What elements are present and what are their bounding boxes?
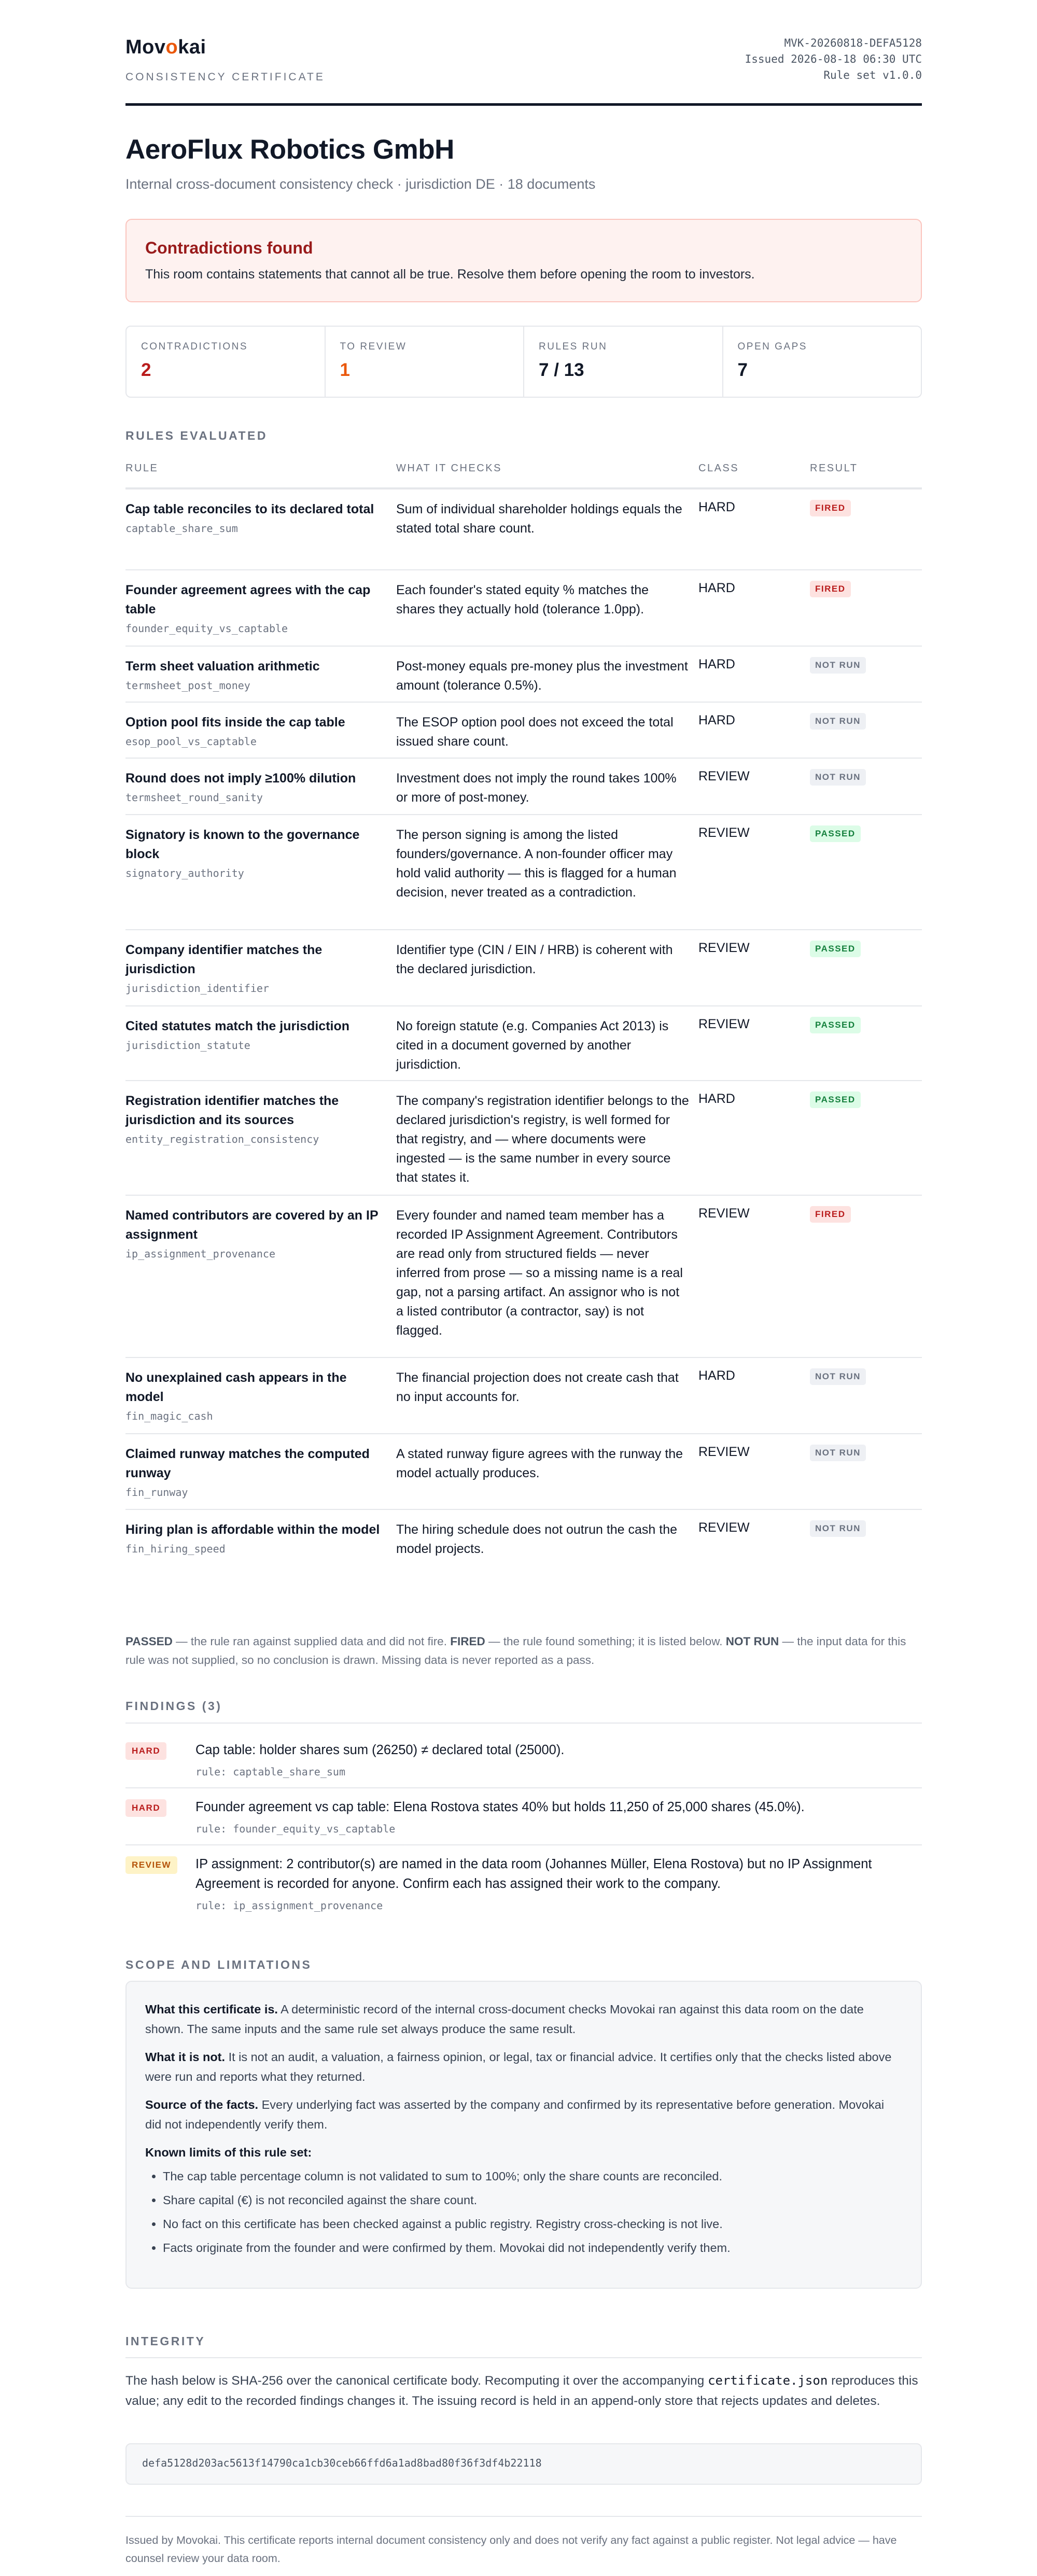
rule-row	[125, 702, 922, 749]
rule-row	[125, 569, 922, 635]
rule-result	[810, 581, 851, 597]
rule-class: HARD	[698, 500, 735, 514]
stat-label: RULES RUN	[539, 341, 608, 352]
rule-name: Cap table reconciles to its declared total	[125, 502, 374, 516]
rule-id: esop_pool_vs_captable	[125, 735, 257, 748]
rule-name: Hiring plan is affordable within the model	[125, 1522, 380, 1537]
certificate-header	[125, 0, 922, 106]
rule-class: HARD	[698, 657, 735, 671]
scope-box	[125, 1981, 922, 2289]
rule-description: Identifier type (CIN / EIN / HRB) is coherent with the declared jurisdiction.	[396, 943, 673, 976]
result-badge: PASSED	[810, 1091, 861, 1108]
rule-cell	[125, 825, 385, 879]
rule-description: A stated runway figure agrees with the runway the model actually produces.	[396, 1447, 683, 1480]
rule-description: No foreign statute (e.g. Companies Act 2013) is cited in a document governed by another jurisdiction.	[396, 1019, 669, 1072]
result-badge: PASSED	[810, 1017, 861, 1033]
scope-text: A deterministic record of the internal cross-document checks Movokai ran against this data room on the date shown. The same inputs and the same rule set always produce the same result.	[145, 2003, 864, 2036]
legend-passed-text: — the rule ran against supplied data and did not fire.	[172, 1635, 451, 1648]
scope-text: Every underlying fact was asserted by the company and confirmed by its representative before generation. Movokai did not independently verify them.	[145, 2098, 885, 2131]
brand-subtitle: CONSISTENCY CERTIFICATE	[125, 71, 325, 83]
stat-value: 2	[141, 360, 151, 380]
result-badge: FIRED	[810, 500, 851, 516]
rule-id: termsheet_round_sanity	[125, 791, 263, 804]
rule-name: Claimed runway matches the computed runway	[125, 1447, 370, 1480]
scope-what-is	[145, 1999, 902, 2039]
legend-fired-label: FIRED	[450, 1635, 485, 1648]
rule-class: REVIEW	[698, 1017, 750, 1031]
result-badge: NOT RUN	[810, 657, 866, 674]
rule-row	[125, 646, 922, 693]
brand-logo-part: Mov	[125, 36, 166, 58]
rule-class: REVIEW	[698, 1520, 750, 1535]
rule-result	[810, 1368, 866, 1385]
footer-divider	[125, 2516, 922, 2517]
result-badge: NOT RUN	[810, 713, 866, 730]
legend-fired-text: — the rule found something; it is listed below.	[485, 1635, 726, 1648]
finding-divider	[125, 1844, 922, 1845]
result-badge: PASSED	[810, 941, 861, 957]
scope-limits-list	[163, 2164, 902, 2260]
rule-name: Signatory is known to the governance block	[125, 828, 360, 861]
rule-result	[810, 1017, 861, 1033]
legend-notrun-text: — the input data for this rule was not supplied, so no conclusion is drawn. Missing data is never reported as a pass.	[125, 1635, 906, 1667]
rule-id: jurisdiction_statute	[125, 1039, 250, 1052]
rule-class: REVIEW	[698, 1206, 750, 1221]
rule-class: HARD	[698, 713, 735, 727]
limit-item: • Facts originate from the founder and were confirmed by them. Movokai did not independently verify them.	[163, 2236, 902, 2260]
rule-row	[125, 1433, 922, 1499]
col-header-rule: RULE	[125, 463, 159, 474]
stat-value: 1	[340, 360, 350, 380]
legend-notrun-label: NOT RUN	[725, 1635, 779, 1648]
rule-cell	[125, 713, 385, 748]
rule-result	[810, 1520, 866, 1537]
rule-name: Company identifier matches the jurisdiction	[125, 943, 323, 976]
rule-class: REVIEW	[698, 769, 750, 783]
rule-cell	[125, 500, 385, 535]
scope-label: What it is not.	[145, 2050, 226, 2064]
scope-what-is-not	[145, 2047, 902, 2087]
col-header-class: CLASS	[698, 463, 739, 474]
limit-item: • No fact on this certificate has been checked against a public registry. Registry cross-checking is not live.	[163, 2212, 902, 2236]
rule-description: Every founder and named team member has a recorded IP Assignment Agreement. Contributors are read only from structured fields — never inferred from prose — so a missing name is a real gap, not a parsing artifact. An assignor who is not a listed contributor (a contractor, say) is not flagged.	[396, 1208, 683, 1338]
rule-cell	[125, 581, 385, 635]
finding-badge-hard: HARD	[125, 1799, 166, 1817]
rule-result	[810, 769, 866, 786]
rule-result	[810, 1091, 861, 1108]
company-subtitle: Internal cross-document consistency check · jurisdiction DE · 18 documents	[125, 176, 596, 192]
rule-row	[125, 1357, 922, 1422]
limit-item: • Share capital (€) is not reconciled against the share count.	[163, 2188, 902, 2212]
certificate-file-name: certificate.json	[708, 2373, 828, 2388]
certificate-meta	[745, 35, 922, 83]
result-badge: PASSED	[810, 825, 861, 842]
integrity-section-title: INTEGRITY	[125, 2334, 206, 2348]
rule-description: Investment does not imply the round takes 100% or more of post-money.	[396, 771, 677, 805]
scope-text: It is not an audit, a valuation, a fairness opinion, or legal, tax or financial advice. It certifies only that the checks listed above were run and reports what they returned.	[145, 2050, 892, 2083]
finding-badge-review: REVIEW	[125, 1856, 177, 1874]
rule-cell	[125, 769, 385, 804]
rule-cell	[125, 657, 385, 692]
finding-body	[195, 1854, 921, 1915]
rule-cell	[125, 1445, 385, 1499]
company-title: AeroFlux Robotics GmbH	[125, 134, 454, 165]
alert-body: This room contains statements that cannot all be true. Resolve them before opening the room to investors.	[145, 267, 755, 282]
finding-rule: rule: ip_assignment_provenance	[195, 1899, 383, 1912]
summary-stats	[125, 326, 922, 398]
rule-id: signatory_authority	[125, 867, 244, 879]
brand-logo-accent: o	[165, 36, 178, 58]
rule-result	[810, 657, 866, 674]
result-badge: FIRED	[810, 1206, 851, 1223]
rule-description: Post-money equals pre-money plus the investment amount (tolerance 0.5%).	[396, 659, 688, 693]
rule-description: The ESOP option pool does not exceed the total issued share count.	[396, 715, 674, 749]
col-header-what: WHAT IT CHECKS	[396, 463, 502, 474]
rule-class: REVIEW	[698, 825, 750, 840]
stat-contradictions	[127, 327, 326, 397]
rule-cell	[125, 941, 385, 995]
rules-section-title: RULES EVALUATED	[125, 429, 268, 442]
rule-description: The hiring schedule does not outrun the cash the model projects.	[396, 1522, 678, 1556]
rule-row	[125, 929, 922, 995]
rule-id: fin_hiring_speed	[125, 1543, 226, 1555]
legend-passed-label: PASSED	[125, 1635, 173, 1648]
rule-name: Cited statutes match the jurisdiction	[125, 1019, 350, 1033]
rule-name: Registration identifier matches the jurisdiction and its sources	[125, 1094, 339, 1127]
rule-description: The financial projection does not create cash that no input accounts for.	[396, 1370, 679, 1404]
hash-value: defa5128d203ac5613f14790ca1cb30ceb66ffd6a1ad8bad80f36f3df4b22118	[125, 2443, 922, 2485]
certificate-id: MVK-20260818-DEFA5128	[784, 37, 922, 49]
rule-description: Each founder's stated equity % matches the shares they actually hold (tolerance 1.0pp).	[396, 583, 649, 617]
alert-title: Contradictions found	[145, 239, 313, 257]
scope-source	[145, 2095, 902, 2134]
brand-logo-part: kai	[178, 36, 206, 58]
ruleset-version: Rule set v1.0.0	[823, 69, 922, 81]
rule-cell	[125, 1520, 385, 1555]
finding-text: IP assignment: 2 contributor(s) are named in the data room (Johannes Müller, Elena Rostova) but no IP Assignment Agreement is recorded for anyone. Confirm each has assigned their work to the company.	[195, 1857, 872, 1891]
rule-result	[810, 941, 861, 957]
stat-label: OPEN GAPS	[737, 341, 807, 352]
rule-row	[125, 1509, 922, 1556]
brand-logo	[125, 36, 206, 59]
rule-cell	[125, 1091, 385, 1145]
rule-cell	[125, 1206, 385, 1260]
stat-rules-run	[524, 327, 723, 397]
result-badge: NOT RUN	[810, 1368, 866, 1385]
rule-description: The company's registration identifier belongs to the declared jurisdiction's registry, is well formed for that registry, and — where documents were ingested — is the same number in every source that states it.	[396, 1094, 689, 1185]
rule-row	[125, 1195, 922, 1338]
rule-id: fin_runway	[125, 1486, 188, 1499]
finding-badge-hard: HARD	[125, 1742, 166, 1760]
rule-id: jurisdiction_identifier	[125, 982, 269, 995]
stat-label: CONTRADICTIONS	[141, 341, 248, 352]
integrity-divider	[125, 2357, 922, 2358]
finding-text: Cap table: holder shares sum (26250) ≠ declared total (25000).	[195, 1743, 565, 1757]
scope-limits-heading	[145, 2143, 902, 2162]
stat-value: 7	[737, 360, 748, 380]
findings-divider	[125, 1723, 922, 1724]
rule-id: fin_magic_cash	[125, 1410, 213, 1422]
rule-id: founder_equity_vs_captable	[125, 622, 288, 635]
rule-cell	[125, 1368, 385, 1422]
rule-id: entity_registration_consistency	[125, 1133, 319, 1145]
result-badge: FIRED	[810, 581, 851, 597]
rule-name: Round does not imply ≥100% dilution	[125, 771, 356, 786]
finding-body	[195, 1740, 921, 1782]
rule-class: REVIEW	[698, 941, 750, 955]
col-header-result: RESULT	[810, 463, 858, 474]
rule-result	[810, 825, 861, 842]
contradictions-alert	[125, 219, 922, 302]
rule-id: termsheet_post_money	[125, 679, 250, 692]
issued-date: Issued 2026-08-18 06:30 UTC	[745, 53, 922, 65]
rule-result	[810, 1206, 851, 1223]
rule-row	[125, 814, 922, 900]
rule-row	[125, 758, 922, 805]
finding-text: Founder agreement vs cap table: Elena Rostova states 40% but holds 11,250 of 25,000 shares (45.0%).	[195, 1800, 805, 1814]
rule-class: REVIEW	[698, 1445, 750, 1459]
findings-section-title: FINDINGS (3)	[125, 1699, 222, 1713]
result-badge: NOT RUN	[810, 769, 866, 786]
integrity-text-part: The hash below is SHA-256 over the canonical certificate body. Recomputing it over the accompanying	[125, 2374, 708, 2388]
rule-result	[810, 1445, 866, 1461]
integrity-text-part: reproduces this value; any edit to the recorded findings changes it. The issuing record is held in an append-only store that rejects updates and deletes.	[125, 2374, 918, 2408]
result-badge: NOT RUN	[810, 1520, 866, 1537]
limit-item: • The cap table percentage column is not validated to sum to 100%; only the share counts are reconciled.	[163, 2164, 902, 2188]
stat-label: TO REVIEW	[340, 341, 407, 352]
result-legend	[125, 1632, 922, 1670]
footer-text: Issued by Movokai. This certificate reports internal document consistency only and does not verify any fact against a public register. Not legal advice — have counsel review your data room.	[125, 2534, 897, 2565]
rule-cell	[125, 1017, 385, 1052]
rule-name: Option pool fits inside the cap table	[125, 715, 345, 730]
stat-value: 7 / 13	[539, 360, 584, 380]
rule-result	[810, 713, 866, 730]
rule-id: ip_assignment_provenance	[125, 1248, 275, 1260]
scope-section-title: SCOPE AND LIMITATIONS	[125, 1958, 312, 1971]
rule-class: HARD	[698, 581, 735, 595]
rule-description: The person signing is among the listed founders/governance. A non-founder officer may hold valid authority — this is flagged for a human decision, never treated as a contradiction.	[396, 828, 677, 900]
rule-class: HARD	[698, 1368, 735, 1383]
certificate-content	[125, 0, 922, 2565]
rule-row	[125, 488, 922, 536]
scope-label: What this certificate is.	[145, 2003, 278, 2016]
rule-id: captable_share_sum	[125, 522, 238, 535]
rule-name: Named contributors are covered by an IP assignment	[125, 1208, 379, 1242]
result-badge: NOT RUN	[810, 1445, 866, 1461]
rule-result	[810, 500, 851, 516]
scope-label: Known limits of this rule set:	[145, 2146, 312, 2159]
rule-name: Term sheet valuation arithmetic	[125, 659, 320, 674]
finding-rule: rule: founder_equity_vs_captable	[195, 1823, 396, 1835]
rule-description: Sum of individual shareholder holdings equals the stated total share count.	[396, 502, 682, 536]
stat-to-review	[326, 327, 525, 397]
scope-label: Source of the facts.	[145, 2098, 259, 2111]
finding-body	[195, 1797, 921, 1839]
rule-name: Founder agreement agrees with the cap table	[125, 583, 371, 617]
rule-row	[125, 1080, 922, 1185]
rule-class: HARD	[698, 1091, 735, 1106]
rule-name: No unexplained cash appears in the model	[125, 1370, 347, 1404]
integrity-text	[125, 2371, 922, 2411]
finding-rule: rule: captable_share_sum	[195, 1766, 345, 1778]
stat-open-gaps	[723, 327, 921, 397]
rule-row	[125, 1005, 922, 1072]
finding-divider	[125, 1787, 922, 1788]
